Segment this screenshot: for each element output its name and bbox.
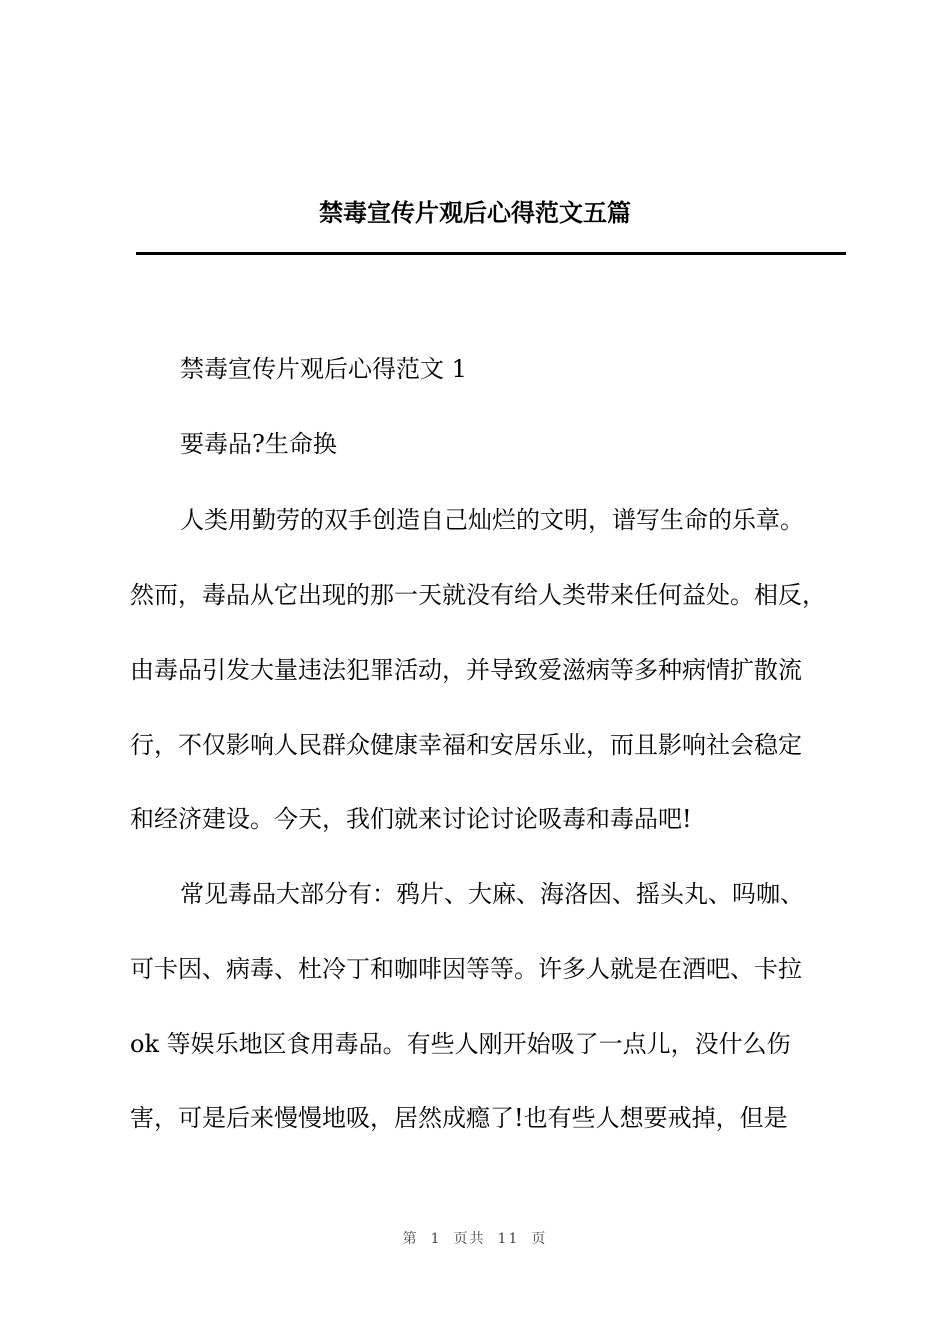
paragraph-line: 害，可是后来慢慢地吸，居然成瘾了!也有些人想要戒掉，但是 — [130, 1104, 788, 1132]
paragraph-line: 人类用勤劳的双手创造自己灿烂的文明，谱写生命的乐章。 — [180, 506, 804, 534]
footer-middle: 页共 — [453, 1231, 486, 1247]
subheading: 要毒品?生命换 — [180, 430, 337, 458]
paragraph-line: 然而，毒品从它出现的那一天就没有给人类带来任何益处。相反， — [130, 581, 826, 609]
title-underline — [136, 252, 846, 255]
paragraph-line: ok 等娱乐地区食用毒品。有些人刚开始吸了一点儿，没什么伤 — [130, 1030, 791, 1058]
paragraph-line: 可卡因、病毒、杜冷丁和咖啡因等等。许多人就是在酒吧、卡拉 — [130, 955, 802, 983]
page-footer — [0, 1229, 950, 1249]
paragraph-line: 由毒品引发大量违法犯罪活动，并导致爱滋病等多种病情扩散流 — [130, 656, 802, 684]
document-title: 禁毒宣传片观后心得范文五篇 — [319, 198, 631, 227]
footer-page-number: 1 — [430, 1231, 442, 1247]
section-heading: 禁毒宣传片观后心得范文 1 — [180, 355, 467, 383]
footer-total-pages: 11 — [497, 1231, 520, 1247]
footer-prefix: 第 — [402, 1231, 419, 1247]
paragraph-line: 行，不仅影响人民群众健康幸福和安居乐业，而且影响社会稳定 — [130, 731, 802, 759]
paragraph-line: 常见毒品大部分有：鸦片、大麻、海洛因、摇头丸、吗咖、 — [180, 880, 804, 908]
footer-suffix: 页 — [531, 1231, 548, 1247]
paragraph-line: 和经济建设。今天，我们就来讨论讨论吸毒和毒品吧! — [130, 805, 692, 833]
